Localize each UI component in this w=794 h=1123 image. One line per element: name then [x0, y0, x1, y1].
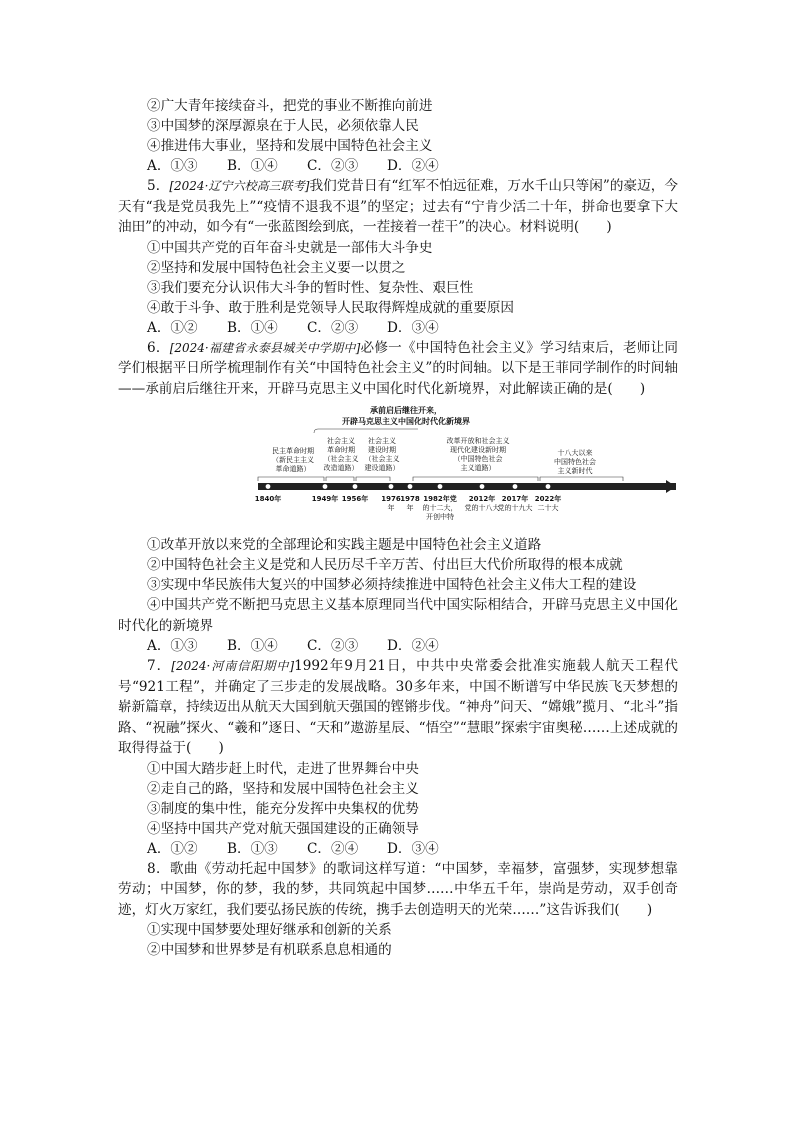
q6-option-d[interactable]: D．②④: [387, 638, 439, 654]
q6-number: 6．: [147, 339, 170, 356]
svg-text:（新民主主义: （新民主主义: [272, 456, 314, 464]
q5-item-3: ③我们要充分认识伟大斗争的暂时性、复杂性、艰巨性: [147, 279, 474, 296]
year-label: 1956年: [341, 495, 369, 503]
q8-text: 歌曲《劳动托起中国梦》的歌词这样写道：“中国梦，幸福梦，富强梦，实现梦想靠劳动；中国梦，你的梦，我的梦，共同筑起中国梦……中华五千年，崇尚是劳动，双手创奇迹，灯火万家红，我们要弘扬民族的传统，携手去创造明天的光荣……”这告诉我们( ): [118, 860, 678, 918]
svg-text:现代化建设新时期: 现代化建设新时期: [450, 446, 506, 454]
q6-item-4: ④中国共产党不断把马克思主义基本原理同当代中国实际相结合，开辟马克思主义中国化时代化的新境界: [118, 597, 678, 634]
svg-text:革命道路）: 革命道路）: [275, 465, 311, 473]
q4-option-c[interactable]: C．②③: [307, 158, 359, 174]
year-sub: 年: [406, 504, 414, 512]
q8-number: 8．: [147, 860, 170, 877]
timeline-svg: [118, 403, 678, 527]
svg-text:改革开放和社会主义: 改革开放和社会主义: [446, 437, 510, 445]
q4-item-2: ②广大青年接续奋斗，把党的事业不断推向前进: [147, 98, 433, 114]
q5-source: [2024·辽宁六校高三联考]: [169, 179, 310, 193]
q7-option-d[interactable]: D．③④: [387, 840, 439, 857]
timeline-title-2: 开辟马克思主义中国化时代化新境界: [342, 417, 470, 426]
q7-item-2: ②走自己的路，坚持和发展中国特色社会主义: [147, 780, 419, 797]
svg-text:社会主义: 社会主义: [327, 437, 355, 445]
year-label: 2022年: [534, 495, 562, 503]
q7-source: [2024·河南信阳期中]: [171, 659, 295, 673]
year-label: 1949年: [311, 495, 339, 503]
period-socialist-construction: [365, 436, 400, 472]
q7-options: [118, 839, 678, 859]
svg-text:革命时期: 革命时期: [327, 446, 355, 454]
q5-options: [118, 318, 678, 338]
year-sub: 开创中特: [426, 513, 454, 521]
svg-text:建设道路）: 建设道路）: [364, 464, 400, 472]
q6-source: [2024·福建省永泰县城关中学期中]: [169, 340, 361, 355]
q6-option-c[interactable]: C．②③: [307, 638, 359, 654]
year-label: 1976: [381, 495, 401, 503]
period-democratic-revolution: [272, 446, 314, 473]
q5-option-b[interactable]: B．①④: [227, 319, 278, 336]
period-new-era: [554, 448, 596, 475]
q6-timeline-figure: [118, 403, 678, 527]
q6-item-3: ③实现中华民族伟大复兴的中国梦必须持续推进中国特色社会主义伟大工程的建设: [147, 577, 637, 593]
q4-item-4: ④推进伟大事业，坚持和发展中国特色社会主义: [147, 138, 433, 154]
timeline-point: [545, 484, 551, 490]
year-sub: 二十大: [537, 504, 559, 512]
q4-option-d[interactable]: D．②④: [387, 158, 439, 174]
year-label: 1982年党: [423, 495, 457, 503]
exam-page: [118, 96, 678, 960]
q5-text: 我们党昔日有“红军不怕远征难，万水千山只等闲”的豪迈，今天有“我是党员我先上”“疫情不退我不退”的坚定；过去有“宁肯少活二十年，拼命也要拿下大油田”的冲动，如今有“一张蓝图绘到底，一茬接着一茬干”的决心。材料说明( ): [118, 178, 678, 235]
period-reform-opening: [447, 436, 510, 472]
q5-option-d[interactable]: D．③④: [387, 319, 439, 336]
year-label: 1978: [400, 495, 420, 503]
q5-item-2: ②坚持和发展中国特色社会主义要一以贯之: [147, 259, 406, 276]
q6-option-b[interactable]: B．①④: [227, 638, 278, 654]
year-sub: 党的十八大: [464, 504, 500, 512]
q7-text: 1992年9月21日，中共中央常委会批准实施载人航天工程代号“921工程”，并确定了三步走的发展战略。30多年来，中国不断谱写中华民族飞天梦想的崭新篇章，持续迈出从航天大国到航天强国的铿锵步伐。“神舟”问天、“嫦娥”揽月、“北斗”指路、“祝融”探火、“羲和”逐日、“天和”遨游星辰、“悟空”“慧眼”探索宇宙奥秘……上述成就的取得得益于( ): [118, 658, 679, 756]
timeline-point: [265, 484, 271, 490]
q5-option-a[interactable]: A．①②: [147, 319, 198, 336]
q4-options: [118, 156, 678, 176]
svg-text:建设时期: 建设时期: [368, 446, 396, 454]
q7-item-1: ①中国大踏步赶上时代，走进了世界舞台中央: [147, 760, 419, 777]
q6-item-2: ②中国特色社会主义是党和人民历尽千辛万苦、付出巨大代价所取得的根本成就: [147, 557, 623, 573]
q7-item-3: ③制度的集中性，能充分发挥中央集权的优势: [147, 800, 419, 817]
svg-text:社会主义: 社会主义: [368, 437, 396, 445]
q5-item-4: ④敢于斗争、敢于胜利是党领导人民取得辉煌成就的重要原因: [147, 299, 515, 316]
timeline-point: [437, 484, 443, 490]
period-socialist-revolution: [324, 436, 359, 472]
q5-item-1: ①中国共产党的百年奋斗史就是一部伟大斗争史: [147, 239, 433, 256]
q6-stem: [118, 338, 678, 400]
q5-number: 5．: [147, 178, 170, 194]
q5-option-c[interactable]: C．②③: [307, 319, 359, 336]
year-label: 2017年: [501, 495, 529, 503]
year-label: 1840年: [254, 495, 282, 503]
timeline-point: [479, 484, 485, 490]
year-sub: 党的十九大: [497, 504, 533, 512]
svg-text:十八大以来: 十八大以来: [557, 449, 593, 457]
svg-text:（中国特色社会: （中国特色社会: [453, 455, 503, 463]
q4-item-3: ③中国梦的深厚源泉在于人民，必须依靠人民: [147, 118, 419, 134]
q7-option-c[interactable]: C．②④: [307, 840, 359, 857]
svg-text:中国特色社会: 中国特色社会: [554, 458, 596, 466]
year-sub: 的十二大，: [422, 504, 458, 512]
q7-stem: [118, 656, 678, 759]
svg-text:（社会主义: （社会主义: [323, 455, 359, 463]
q8-item-1: ①实现中国梦要处理好继承和创新的关系: [147, 922, 392, 938]
year-sub: 年: [387, 504, 395, 512]
year-label: 2012年: [468, 495, 496, 503]
timeline-point: [322, 484, 328, 490]
q7-option-a[interactable]: A．①②: [147, 840, 198, 857]
timeline-axis: [258, 483, 676, 490]
svg-text:主义道路）: 主义道路）: [460, 464, 496, 472]
q7-option-b[interactable]: B．①③: [227, 840, 278, 857]
svg-text:主义新时代: 主义新时代: [557, 467, 593, 475]
q6-option-a[interactable]: A．①③: [147, 638, 198, 654]
q8-item-2: ②中国梦和世界梦是有机联系息息相通的: [147, 942, 392, 958]
q4-option-a[interactable]: A．①③: [147, 158, 198, 174]
q5-stem: [118, 176, 678, 238]
svg-text:民主革命时期: 民主革命时期: [272, 447, 314, 455]
q6-options: [118, 636, 678, 656]
svg-text:（社会主义: （社会主义: [364, 455, 400, 463]
q4-option-b[interactable]: B．①④: [227, 158, 278, 174]
timeline-point: [352, 484, 358, 490]
q7-item-4: ④坚持中国共产党对航天强国建设的正确领导: [147, 820, 419, 837]
timeline-title-1: 承前启后继往开来，: [370, 406, 442, 415]
q6-text: 必修一《中国特色社会主义》学习结束后，老师让同学们根据平日所学梳理制作有关“中国特色社会主义”的时间轴。以下是王菲同学制作的时间轴——承前启后继往开来，开辟马克思主义中国化时代化新境界，对此解读正确的是( ): [118, 339, 679, 397]
q8-stem: [118, 859, 678, 921]
svg-text:改造道路）: 改造道路）: [323, 464, 359, 472]
q6-item-1: ①改革开放以来党的全部理论和实践主题是中国特色社会主义道路: [147, 537, 542, 553]
timeline-point: [407, 484, 413, 490]
timeline-point: [512, 484, 518, 490]
timeline-point: [388, 484, 394, 490]
q7-number: 7．: [147, 658, 172, 674]
